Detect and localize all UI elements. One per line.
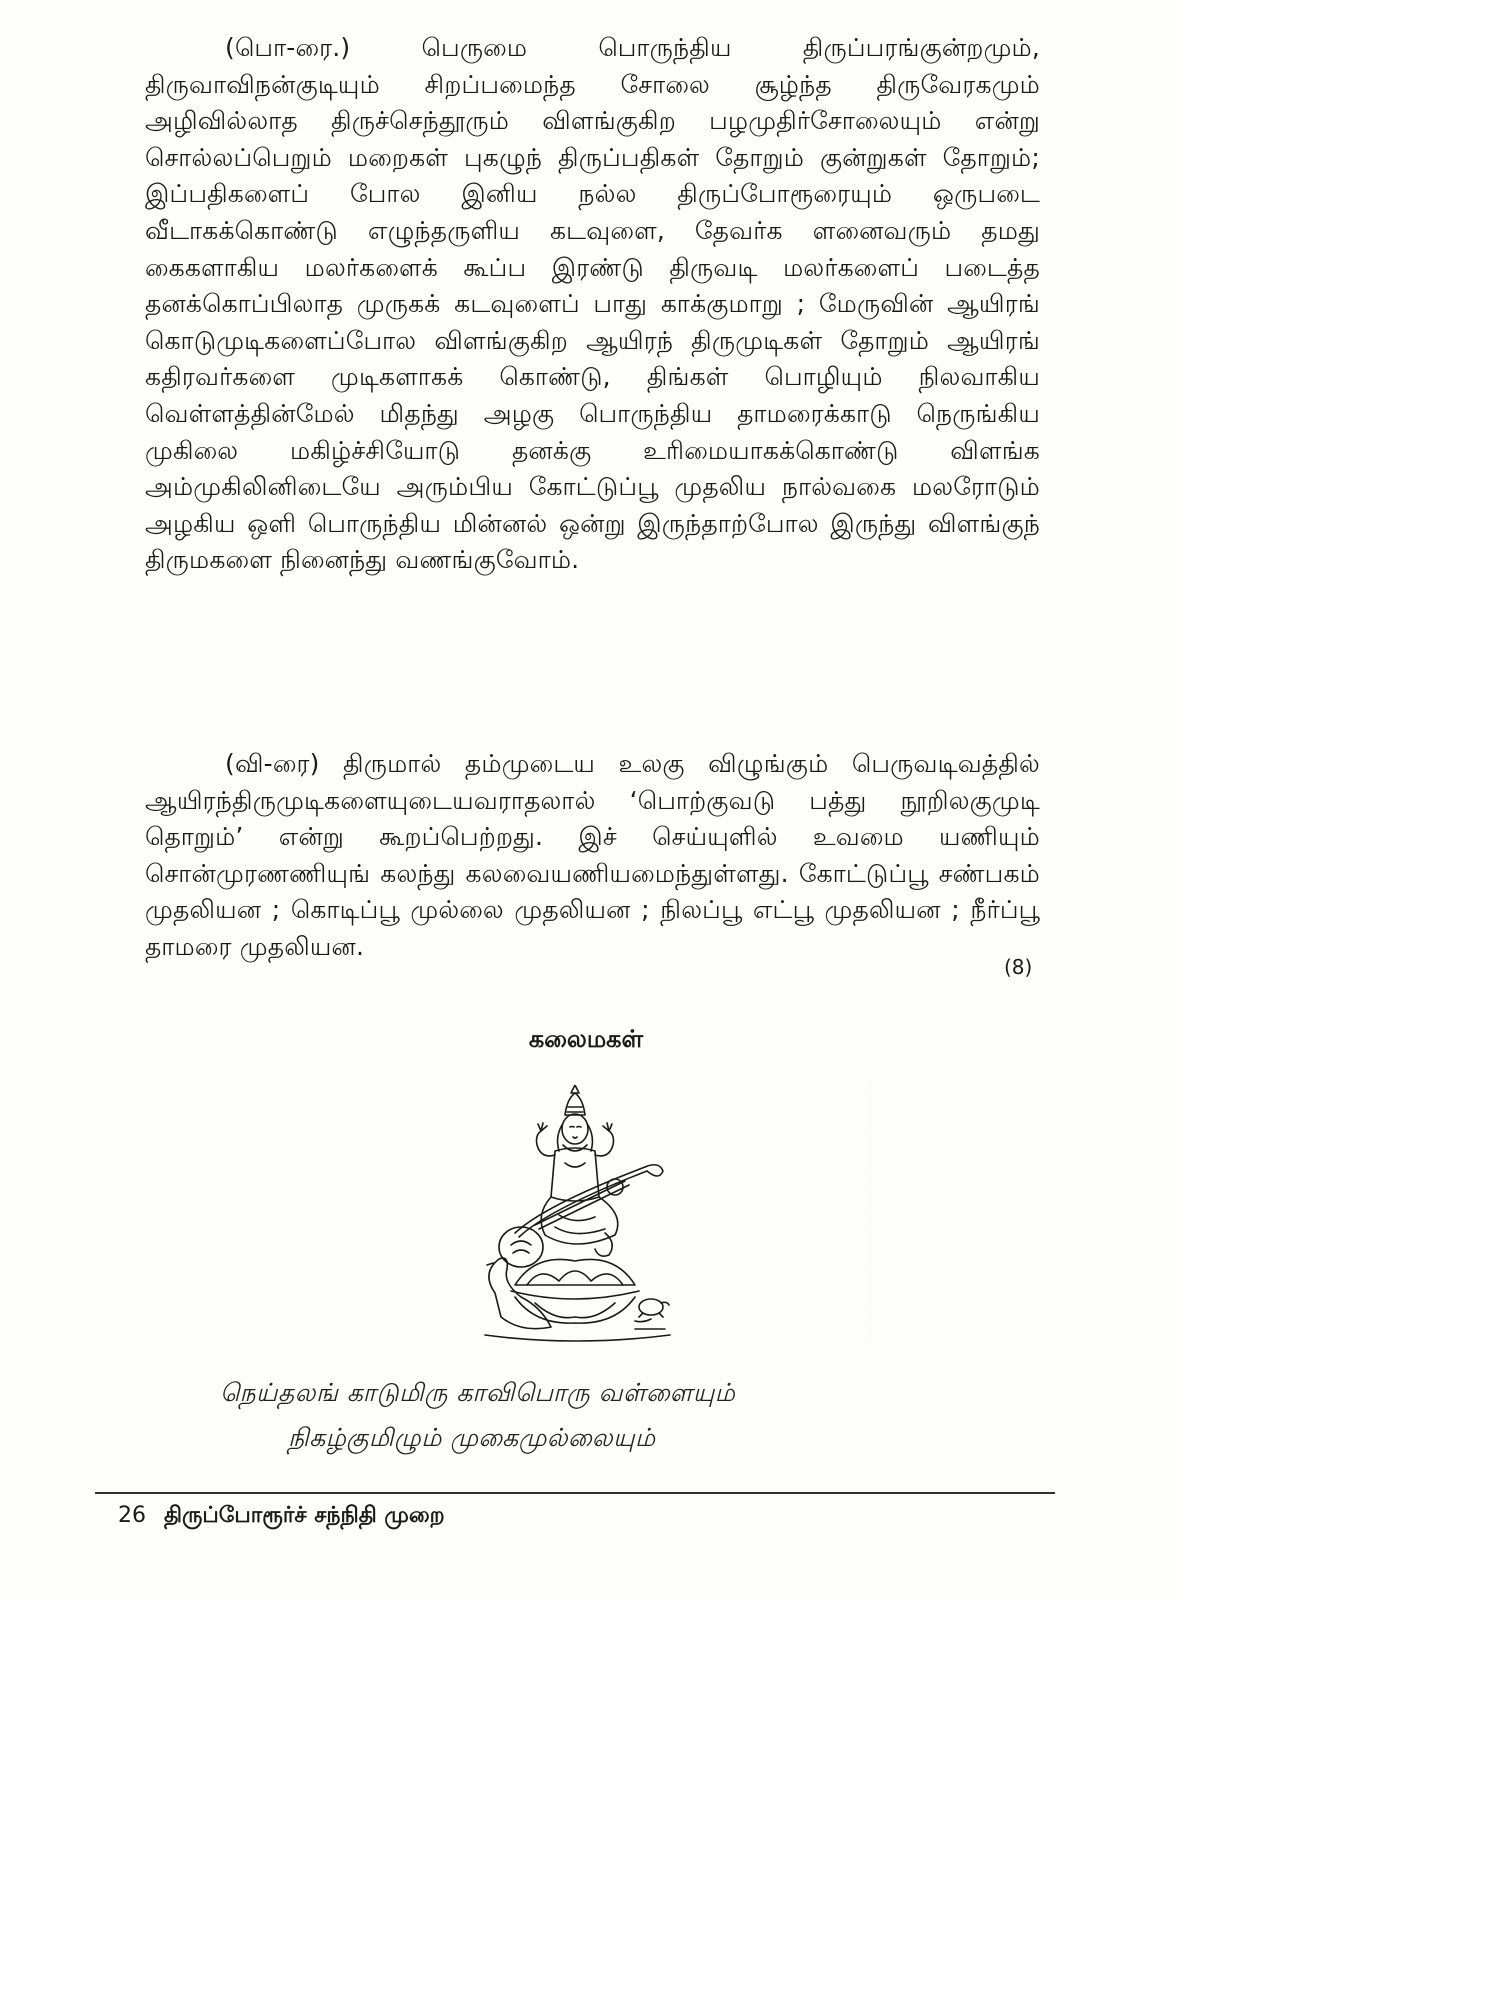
torso [551, 1148, 599, 1201]
paragraph-text-explanation: திருமால் தம்முடைய உலகு விழுங்கும் பெருவடிவத்தில் ஆயிரந்திருமுடிகளையுடையவராதலால் ‘பொற்குவடு பத்து நூறிலகுமுடி தொறும்’ என்று கூறப்பெற்றது. இச் செய்யுளில் உவமை யணியும் சொன்முரணணியுங் கலந்து கலவையணியமைந்துள்ளது. கோட்டுப்பூ சண்பகம் முதலியன ; கொடிப்பூ முல்லை முதலியன ; நிலப்பூ எட்பூ முதலியன ; நீர்ப்பூ தாமரை முதலியன. [145, 749, 1040, 961]
crown-tip [571, 1085, 579, 1093]
veena-bowl [499, 1227, 543, 1267]
verse-number: (8) [1004, 955, 1033, 979]
lotus-base [515, 1297, 635, 1323]
commentary-paragraph-meaning [145, 30, 1040, 579]
veena-head [645, 1165, 663, 1176]
paragraph-text-meaning: பெருமை பொருந்திய திருப்பரங்குன்றமும், திருவாவிநன்குடியும் சிறப்பமைந்த சோலை சூழ்ந்த திருவேரகமும் அழிவில்லாத திருச்செந்தூரும் விளங்குகிற பழமுதிர்சோலையும் என்று சொல்லப்பெறும் மறைகள் புகழுந் திருப்பதிகள் தோறும் குன்றுகள் தோறும்; இப்பதிகளைப் போல இனிய நல்ல திருப்போரூரையும் ஒருபடை வீடாகக்கொண்டு எழுந்தருளிய கடவுளை, தேவர்க ளனைவரும் தமது கைகளாகிய மலர்களைக் கூப்ப இரண்டு திருவடி மலர்களைப் படைத்த தனக்கொப்பிலாத முருகக் கடவுளைப் பாது காக்குமாறு ; மேருவின் ஆயிரங் கொடுமுடிகளைப்போல விளங்குகிற ஆயிரந் திருமுடிகள் தோறும் ஆயிரங் கதிரவர்களை முடிகளாகக் கொண்டு, திங்கள் பொழியும் நிலவாகிய வெள்ளத்தின்மேல் மிதந்து அழகு பொருந்திய தாமரைக்காடு நெருங்கிய முகிலை மகிழ்ச்சியோடு தனக்கு உரிமையாகக்கொண்டு விளங்க அம்முகிலினிடையே அரும்பிய கோட்டுப்பூ முதலிய நால்வகை மலரோடும் அழகிய ஒளி பொருந்திய மின்னல் ஒன்று இருந்தாற்போல இருந்து விளங்குந் திருமகளை நினைந்து வணங்குவோம். [145, 33, 1040, 575]
page-footer [118, 1503, 445, 1531]
book-title: திருப்போரூர்ச் சந்நிதி முறை [164, 1503, 445, 1528]
poem-line-1: நெய்தலங் காடுமிரு காவிபொரு வள்ளையும் [220, 1378, 736, 1407]
scan-smudge [870, 1080, 1051, 1340]
paragraph-prefix-meaning: (பொ-ரை.) [225, 33, 351, 62]
paragraph-prefix-explanation: (வி-ரை) [225, 749, 320, 778]
poem-line-2: நிகழ்குமிழும் முகைமுல்லையும் [288, 1423, 656, 1452]
face [562, 1114, 588, 1144]
right-arm [595, 1131, 614, 1156]
goddess-illustration [475, 1085, 685, 1350]
page-number: 26 [118, 1503, 146, 1528]
section-heading: கலைமகள் [528, 1025, 644, 1053]
footer-divider [95, 1492, 1055, 1494]
left-arm [537, 1131, 556, 1156]
commentary-paragraph-explanation [145, 746, 1040, 966]
